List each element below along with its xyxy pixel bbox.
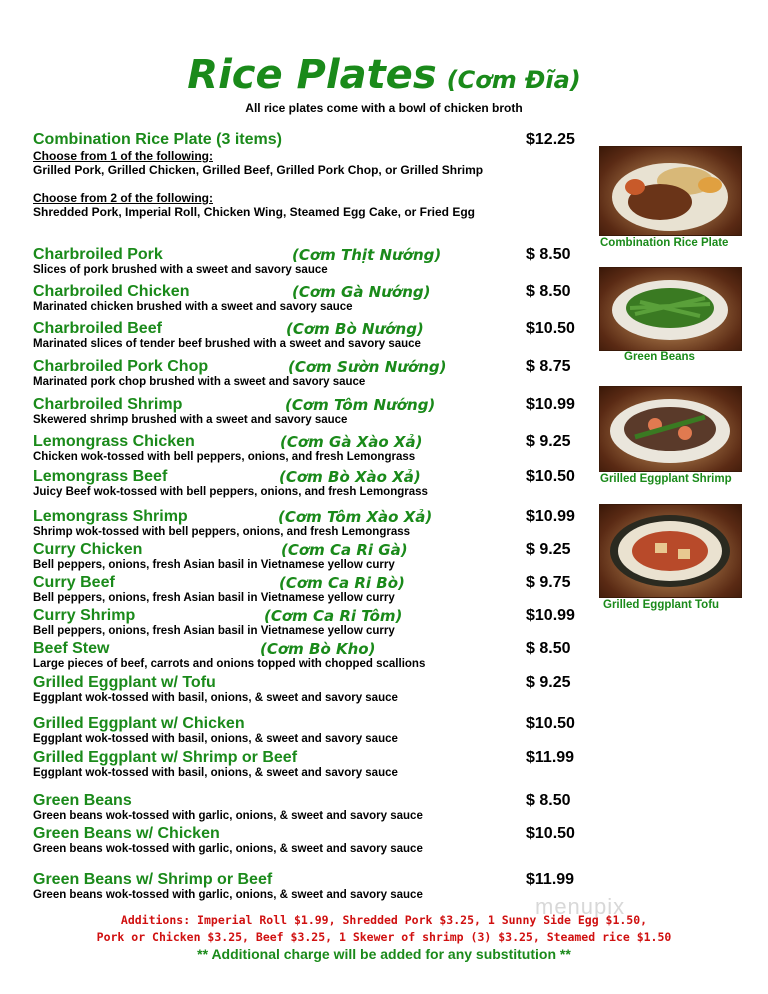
item-name: Grilled Eggplant w/ Chicken	[33, 715, 245, 732]
item-description: Bell peppers, onions, fresh Asian basil in Vietnamese yellow curry	[33, 592, 395, 604]
item-price: $ 8.50	[526, 640, 571, 657]
item-vietnamese: (Cơm Ca Ri Gà)	[281, 541, 408, 559]
item-description: Green beans wok-tossed with garlic, onions, & sweet and savory sauce	[33, 810, 423, 822]
item-vietnamese: (Cơm Tôm Nướng)	[285, 396, 436, 414]
subtitle: All rice plates come with a bowl of chicken broth	[245, 101, 523, 115]
photo-caption: Combination Rice Plate	[600, 237, 729, 249]
item-vietnamese: (Cơm Sườn Nướng)	[288, 358, 447, 376]
item-price: $ 9.25	[526, 541, 571, 558]
item-vietnamese: (Cơm Gà Xào Xả)	[280, 433, 423, 451]
menu-item	[33, 574, 593, 606]
item-vietnamese: (Cơm Bò Xào Xả)	[279, 468, 421, 486]
menu-item	[33, 508, 593, 540]
photo-green-beans	[599, 267, 742, 351]
combo-item	[33, 131, 593, 219]
combo-choose1-items: Grilled Pork, Grilled Chicken, Grilled Beef, Grilled Pork Chop, or Grilled Shrimp	[33, 163, 484, 177]
menu-item	[33, 792, 593, 824]
item-price: $ 8.50	[526, 246, 571, 263]
plate-icon	[600, 268, 741, 350]
item-name: Charbroiled Pork	[33, 246, 163, 263]
item-price: $10.50	[526, 320, 575, 337]
item-vietnamese: (Cơm Ca Ri Tôm)	[264, 607, 403, 625]
item-vietnamese: (Cơm Thịt Nướng)	[292, 246, 442, 264]
item-vietnamese: (Cơm Bò Kho)	[260, 640, 376, 658]
item-description: Juicy Beef wok-tossed with bell peppers, onions, and fresh Lemongrass	[33, 486, 428, 498]
plate-icon	[600, 387, 741, 471]
combo-name: Combination Rice Plate (3 items)	[33, 131, 282, 148]
menu-item	[33, 246, 593, 278]
menu-item	[33, 640, 593, 672]
item-description: Marinated slices of tender beef brushed with a sweet and savory sauce	[33, 338, 421, 350]
item-name: Green Beans	[33, 792, 132, 809]
photo-caption: Grilled Eggplant Shrimp	[600, 473, 732, 485]
watermark: menupix	[535, 894, 626, 919]
menu-item	[33, 715, 593, 747]
photo-grilled-eggplant-shrimp	[599, 386, 742, 472]
item-description: Slices of pork brushed with a sweet and savory sauce	[33, 264, 328, 276]
additions-line-1: Additions: Imperial Roll $1.99, Shredded Pork $3.25, 1 Sunny Side Egg $1.50,	[120, 913, 648, 927]
menu-item	[33, 396, 593, 428]
item-description: Bell peppers, onions, fresh Asian basil in Vietnamese yellow curry	[33, 625, 395, 637]
item-description: Eggplant wok-tossed with basil, onions, & sweet and savory sauce	[33, 767, 398, 779]
item-name: Lemongrass Shrimp	[33, 508, 188, 525]
item-description: Marinated pork chop brushed with a sweet and savory sauce	[33, 376, 366, 388]
item-name: Curry Beef	[33, 574, 115, 591]
menu-item	[33, 749, 593, 781]
item-description: Green beans wok-tossed with garlic, onions, & sweet and savory sauce	[33, 843, 423, 855]
item-name: Beef Stew	[33, 640, 110, 657]
item-price: $ 8.50	[526, 283, 571, 300]
item-name: Charbroiled Chicken	[33, 283, 190, 300]
plate-icon	[600, 505, 741, 597]
item-price: $11.99	[526, 749, 575, 766]
menu-item	[33, 607, 593, 639]
additions-line-2: Pork or Chicken $3.25, Beef $3.25, 1 Skewer of shrimp (3) $3.25, Steamed rice $1.50	[96, 930, 672, 944]
menu-item	[33, 871, 593, 903]
item-name: Charbroiled Beef	[33, 320, 162, 337]
plate-icon	[600, 147, 741, 235]
item-price: $10.50	[526, 468, 575, 485]
item-price: $ 9.25	[526, 674, 571, 691]
photo-grilled-eggplant-tofu	[599, 504, 742, 598]
item-price: $10.50	[526, 825, 575, 842]
item-price: $ 8.50	[526, 792, 571, 809]
menu-item	[33, 674, 593, 706]
menu-item	[33, 283, 593, 315]
photo-combination-rice-plate	[599, 146, 742, 236]
menu-item	[33, 320, 593, 352]
item-vietnamese: (Cơm Ca Ri Bò)	[279, 574, 405, 592]
item-name: Grilled Eggplant w/ Tofu	[33, 674, 216, 691]
item-description: Skewered shrimp brushed with a sweet and savory sauce	[33, 414, 348, 426]
item-vietnamese: (Cơm Gà Nướng)	[292, 283, 431, 301]
item-price: $10.99	[526, 508, 575, 525]
item-price: $ 8.75	[526, 358, 571, 375]
item-description: Bell peppers, onions, fresh Asian basil in Vietnamese yellow curry	[33, 559, 395, 571]
photo-caption: Grilled Eggplant Tofu	[603, 599, 720, 611]
menu-item	[33, 468, 593, 500]
item-name: Lemongrass Beef	[33, 468, 168, 485]
item-name: Green Beans w/ Shrimp or Beef	[33, 871, 273, 888]
menu-item	[33, 433, 593, 465]
page-title	[0, 52, 768, 98]
title-vietnamese: (Cơm Đĩa)	[446, 66, 581, 94]
item-price: $10.99	[526, 396, 575, 413]
item-vietnamese: (Cơm Tôm Xào Xả)	[278, 508, 433, 526]
combo-choose2-label: Choose from 2 of the following:	[33, 191, 213, 205]
item-description: Shrimp wok-tossed with bell peppers, onions, and fresh Lemongrass	[33, 526, 411, 538]
item-description: Eggplant wok-tossed with basil, onions, & sweet and savory sauce	[33, 733, 398, 745]
item-price: $ 9.25	[526, 433, 571, 450]
item-name: Curry Shrimp	[33, 607, 136, 624]
title-main: Rice Plates	[187, 52, 437, 98]
substitution-note: ** Additional charge will be added for any substitution **	[197, 946, 571, 962]
item-description: Eggplant wok-tossed with basil, onions, & sweet and savory sauce	[33, 692, 398, 704]
item-price: $10.50	[526, 715, 575, 732]
item-description: Green beans wok-tossed with garlic, onions, & sweet and savory sauce	[33, 889, 423, 901]
menu-item	[33, 358, 593, 390]
item-name: Lemongrass Chicken	[33, 433, 195, 450]
combo-choose2-items: Shredded Pork, Imperial Roll, Chicken Wing, Steamed Egg Cake, or Fried Egg	[33, 205, 475, 219]
item-name: Grilled Eggplant w/ Shrimp or Beef	[33, 749, 298, 766]
item-description: Large pieces of beef, carrots and onions topped with chopped scallions	[33, 658, 426, 670]
item-name: Charbroiled Pork Chop	[33, 358, 209, 375]
combo-price: $12.25	[526, 131, 575, 148]
item-name: Curry Chicken	[33, 541, 143, 558]
menu-item	[33, 541, 593, 573]
item-name: Green Beans w/ Chicken	[33, 825, 220, 842]
item-description: Marinated chicken brushed with a sweet and savory sauce	[33, 301, 353, 313]
item-vietnamese: (Cơm Bò Nướng)	[286, 320, 424, 338]
combo-choose1-label: Choose from 1 of the following:	[33, 149, 213, 163]
item-price: $11.99	[526, 871, 575, 888]
item-price: $ 9.75	[526, 574, 571, 591]
item-description: Chicken wok-tossed with bell peppers, onions, and fresh Lemongrass	[33, 451, 416, 463]
photo-caption: Green Beans	[624, 351, 695, 363]
menu-item	[33, 825, 593, 857]
item-price: $10.99	[526, 607, 575, 624]
item-name: Charbroiled Shrimp	[33, 396, 183, 413]
